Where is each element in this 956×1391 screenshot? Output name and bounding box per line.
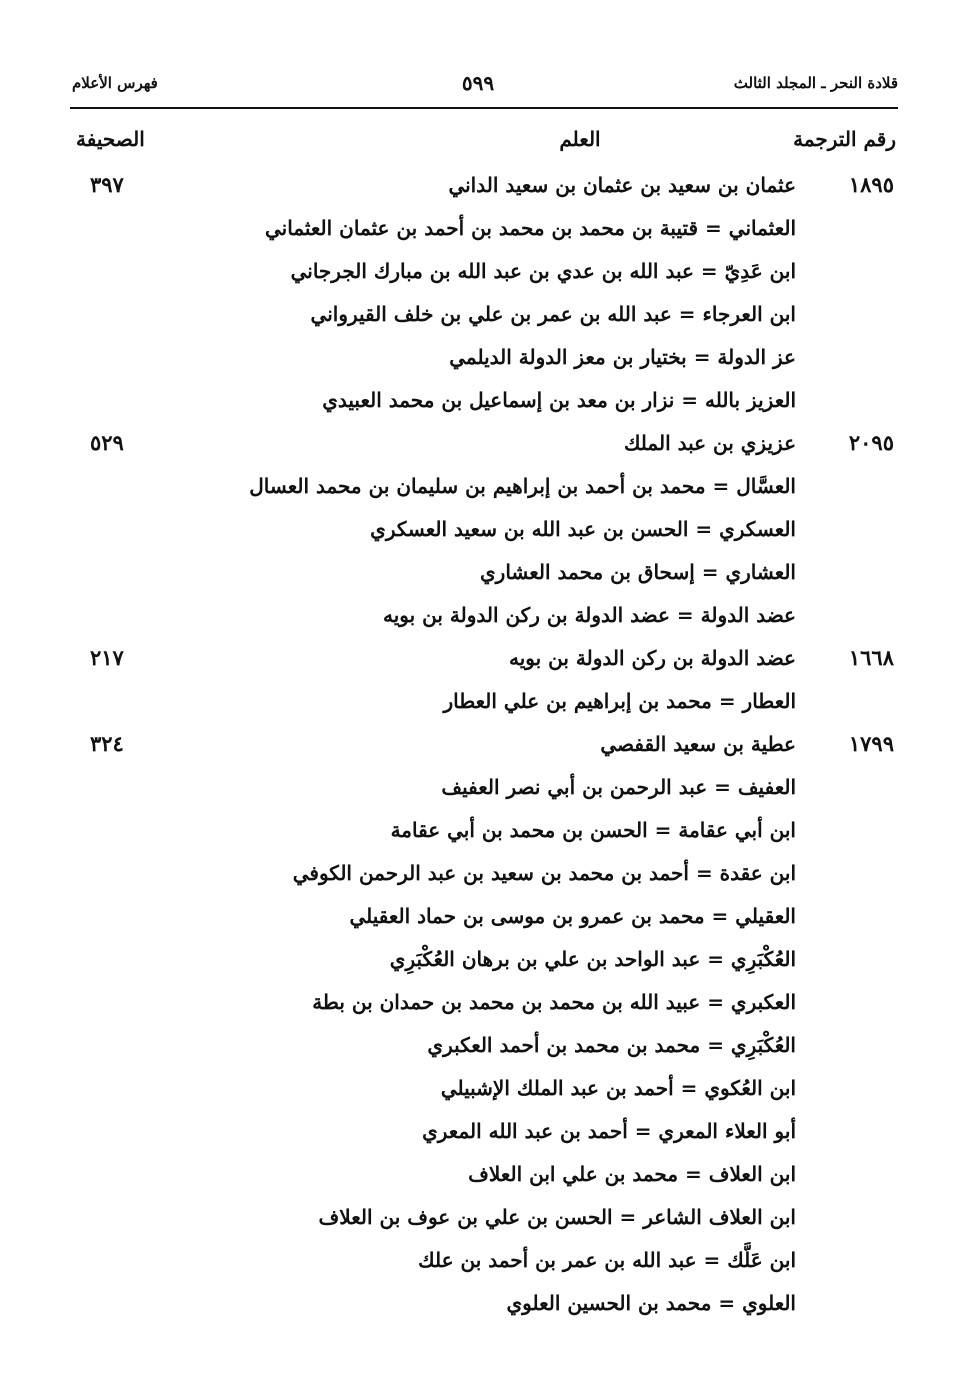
index-entry-row <box>0 638 956 678</box>
entry-name: العشاري = إسحاق بن محمد العشاري <box>480 560 796 584</box>
index-entry-row <box>0 810 956 850</box>
index-entry-row <box>0 896 956 936</box>
index-entry-row <box>0 509 956 549</box>
index-entry-row <box>0 208 956 248</box>
entry-name: العسَّال = محمد بن أحمد بن إبراهيم بن سليمان بن محمد العسال <box>249 474 796 498</box>
entry-name: العلوي = محمد بن الحسين العلوي <box>506 1291 796 1315</box>
entry-number: ٢٠٩٥ <box>848 430 894 455</box>
entry-name: ابن أبي عقامة = الحسن بن محمد بن أبي عقامة <box>390 818 796 842</box>
entry-name: العزيز بالله = نزار بن معد بن إسماعيل بن محمد العبيدي <box>322 388 796 412</box>
entry-name: عطية بن سعيد القفصي <box>600 732 796 756</box>
entry-name: العسكري = الحسن بن عبد الله بن سعيد العسكري <box>370 517 796 541</box>
index-entry-row <box>0 939 956 979</box>
index-entry-row <box>0 552 956 592</box>
entry-name: العكبري = عبيد الله بن محمد بن محمد بن حمدان بن بطة <box>312 990 796 1014</box>
index-entry-row <box>0 1154 956 1194</box>
index-entry-row <box>0 681 956 721</box>
entry-name: العطار = محمد بن إبراهيم بن علي العطار <box>443 689 796 713</box>
entry-name: العفيف = عبد الرحمن بن أبي نصر العفيف <box>441 775 796 799</box>
entry-name: العُكْبَرِي = عبد الواحد بن علي بن برهان العُكْبَرِي <box>389 947 796 971</box>
index-entry-row <box>0 466 956 506</box>
index-entry-row <box>0 1111 956 1151</box>
index-entry-row <box>0 423 956 463</box>
entry-page: ٢١٧ <box>90 645 124 670</box>
entry-name: العثماني = قتيبة بن محمد بن محمد بن أحمد بن عثمان العثماني <box>264 216 796 240</box>
index-entry-row <box>0 380 956 420</box>
entry-name: ابن العلاف الشاعر = الحسن بن علي بن عوف بن العلاف <box>318 1205 796 1229</box>
entry-name: عضد الدولة = عضد الدولة بن ركن الدولة بن بويه <box>382 603 796 627</box>
index-entry-row <box>0 1283 956 1323</box>
entry-number: ١٧٩٩ <box>848 731 894 756</box>
entry-number: ١٦٦٨ <box>848 645 894 670</box>
index-entry-row <box>0 1197 956 1237</box>
entry-name: ابن عَلَّك = عبد الله بن عمر بن أحمد بن علك <box>418 1248 796 1272</box>
index-entry-row <box>0 1068 956 1108</box>
index-entry-row <box>0 1240 956 1280</box>
entry-page: ٥٢٩ <box>90 430 124 455</box>
entry-page: ٣٢٤ <box>90 731 124 756</box>
index-entry-row <box>0 1025 956 1065</box>
index-entry-row <box>0 724 956 764</box>
entry-name: ابن العُكوي = أحمد بن عبد الملك الإشبيلي <box>440 1076 796 1100</box>
index-entry-row <box>0 251 956 291</box>
index-entry-row <box>0 982 956 1022</box>
index-entry-row <box>0 165 956 205</box>
entry-number: ١٨٩٥ <box>848 172 894 197</box>
entry-name: ابن عَدِيّ = عبد الله بن عدي بن عبد الله بن مبارك الجرجاني <box>290 259 796 283</box>
header-rule <box>70 107 898 109</box>
entry-name: العُكْبَرِي = محمد بن محمد بن أحمد العكبري <box>427 1033 796 1057</box>
running-head-section-title: فهرس الأعلام <box>72 74 158 92</box>
column-header-name: العلم <box>559 127 601 151</box>
entry-name: عزيزي بن عبد الملك <box>623 431 796 455</box>
index-entry-row <box>0 595 956 635</box>
entry-name: ابن العلاف = محمد بن علي ابن العلاف <box>468 1162 796 1186</box>
entry-name: ابن عقدة = أحمد بن محمد بن سعيد بن عبد الرحمن الكوفي <box>292 861 796 885</box>
index-entry-row <box>0 337 956 377</box>
entry-name: عضد الدولة بن ركن الدولة بن بويه <box>509 646 796 670</box>
index-entry-row <box>0 853 956 893</box>
entry-name: العقيلي = محمد بن عمرو بن موسى بن حماد العقيلي <box>349 904 796 928</box>
running-head-book-title: قلادة النحر ـ المجلد الثالث <box>733 74 898 92</box>
entry-name: أبو العلاء المعري = أحمد بن عبد الله المعري <box>422 1119 796 1143</box>
entry-page: ٣٩٧ <box>90 172 124 197</box>
column-header-page: الصحيفة <box>76 127 145 151</box>
index-entry-row <box>0 767 956 807</box>
entry-name: عز الدولة = بختيار بن معز الدولة الديلمي <box>449 345 796 369</box>
index-entry-row <box>0 294 956 334</box>
column-header-entry-number: رقم الترجمة <box>793 127 896 151</box>
page-number: ٥٩٩ <box>461 71 495 95</box>
entry-name: ابن العرجاء = عبد الله بن عمر بن علي بن خلف القيرواني <box>310 302 796 326</box>
entry-name: عثمان بن سعيد بن عثمان بن سعيد الداني <box>448 173 796 197</box>
